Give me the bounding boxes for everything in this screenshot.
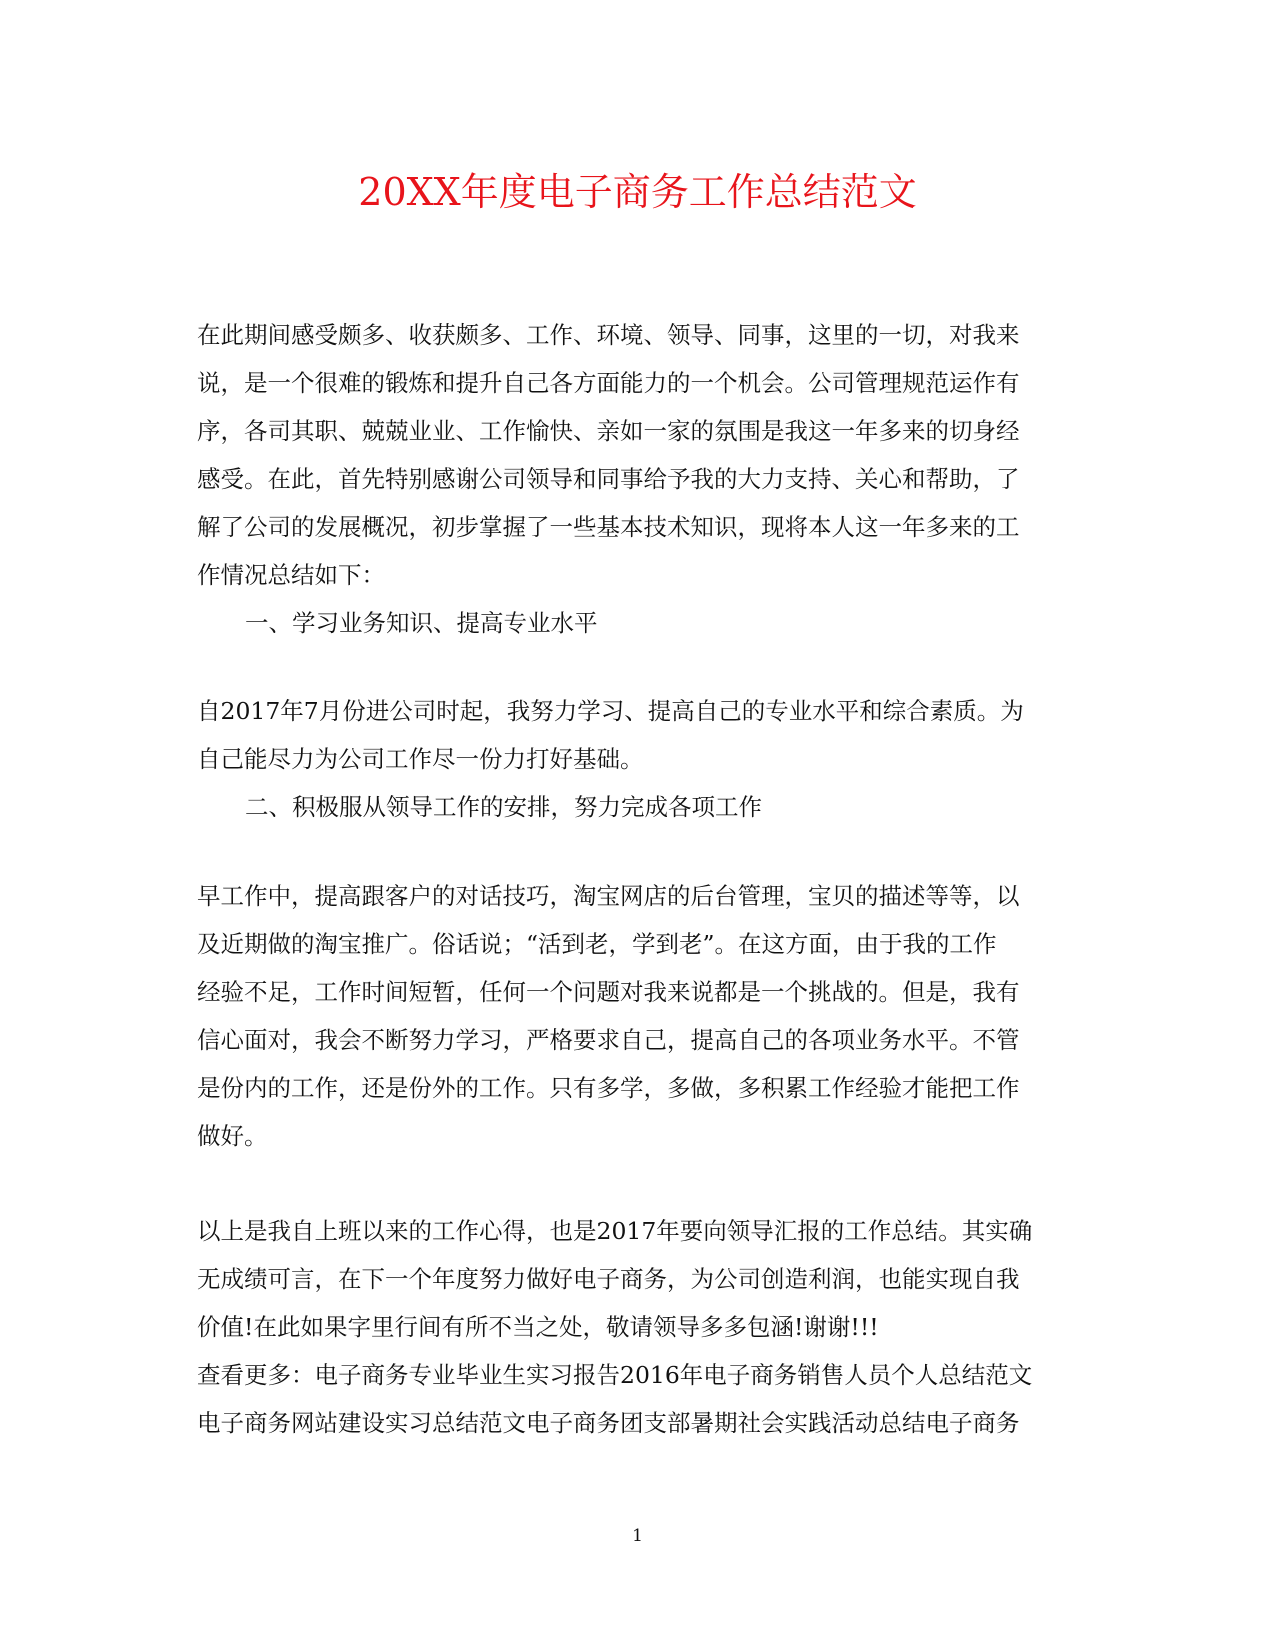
page-number: 1 [632, 1526, 643, 1546]
paragraph-line: 早工作中，提高跟客户的对话技巧，淘宝网店的后台管理，宝贝的描述等等，以 [197, 882, 1020, 910]
paragraph-line: 及近期做的淘宝推广。俗话说；“活到老，学到老”。在这方面，由于我的工作 [197, 930, 997, 958]
document-title: 20XX年度电子商务工作总结范文 [358, 170, 917, 214]
paragraph-line: 无成绩可言，在下一个年度努力做好电子商务，为公司创造利润，也能实现自我 [197, 1265, 1020, 1293]
paragraph-line: 解了公司的发展概况，初步掌握了一些基本技术知识，现将本人这一年多来的工 [197, 513, 1020, 541]
paragraph-line: 经验不足，工作时间短暂，任何一个问题对我来说都是一个挑战的。但是，我有 [197, 978, 1020, 1006]
paragraph-line: 电子商务网站建设实习总结范文电子商务团支部暑期社会实践活动总结电子商务 [197, 1409, 1020, 1437]
paragraph-line: 序，各司其职、兢兢业业、工作愉快、亲如一家的氛围是我这一年多来的切身经 [197, 417, 1020, 445]
paragraph-line: 自己能尽力为公司工作尽一份力打好基础。 [197, 745, 644, 773]
paragraph-work [197, 872, 1077, 1160]
paragraph-line: 查看更多：电子商务专业毕业生实习报告2016年电子商务销售人员个人总结范文 [197, 1361, 1033, 1389]
paragraph-line: 以上是我自上班以来的工作心得，也是2017年要向领导汇报的工作总结。其实确 [197, 1217, 1033, 1245]
paragraph-line: 感受。在此，首先特别感谢公司领导和同事给予我的大力支持、关心和帮助，了 [197, 465, 1020, 493]
paragraph-line: 做好。 [197, 1122, 268, 1150]
paragraph-line: 说，是一个很难的锻炼和提升自己各方面能力的一个机会。公司管理规范运作有 [197, 369, 1020, 397]
paragraph-line: 作情况总结如下： [197, 561, 385, 589]
paragraph-line: 价值!在此如果字里行间有所不当之处，敬请领导多多包涵!谢谢!!! [197, 1313, 879, 1341]
paragraph-line: 在此期间感受颇多、收获颇多、工作、环境、领导、同事，这里的一切，对我来 [197, 321, 1020, 349]
paragraph-line: 自2017年7月份进公司时起，我努力学习、提高自己的专业水平和综合素质。为 [197, 697, 1024, 725]
section-heading-2: 二、积极服从领导工作的安排，努力完成各项工作 [245, 793, 762, 821]
paragraph-intro [197, 311, 1077, 599]
section-heading-1: 一、学习业务知识、提高专业水平 [245, 609, 598, 637]
paragraph-conclusion [197, 1207, 1077, 1447]
paragraph-line: 信心面对，我会不断努力学习，严格要求自己，提高自己的各项业务水平。不管 [197, 1026, 1020, 1054]
paragraph-study [197, 687, 1077, 783]
paragraph-line: 是份内的工作，还是份外的工作。只有多学，多做，多积累工作经验才能把工作 [197, 1074, 1020, 1102]
